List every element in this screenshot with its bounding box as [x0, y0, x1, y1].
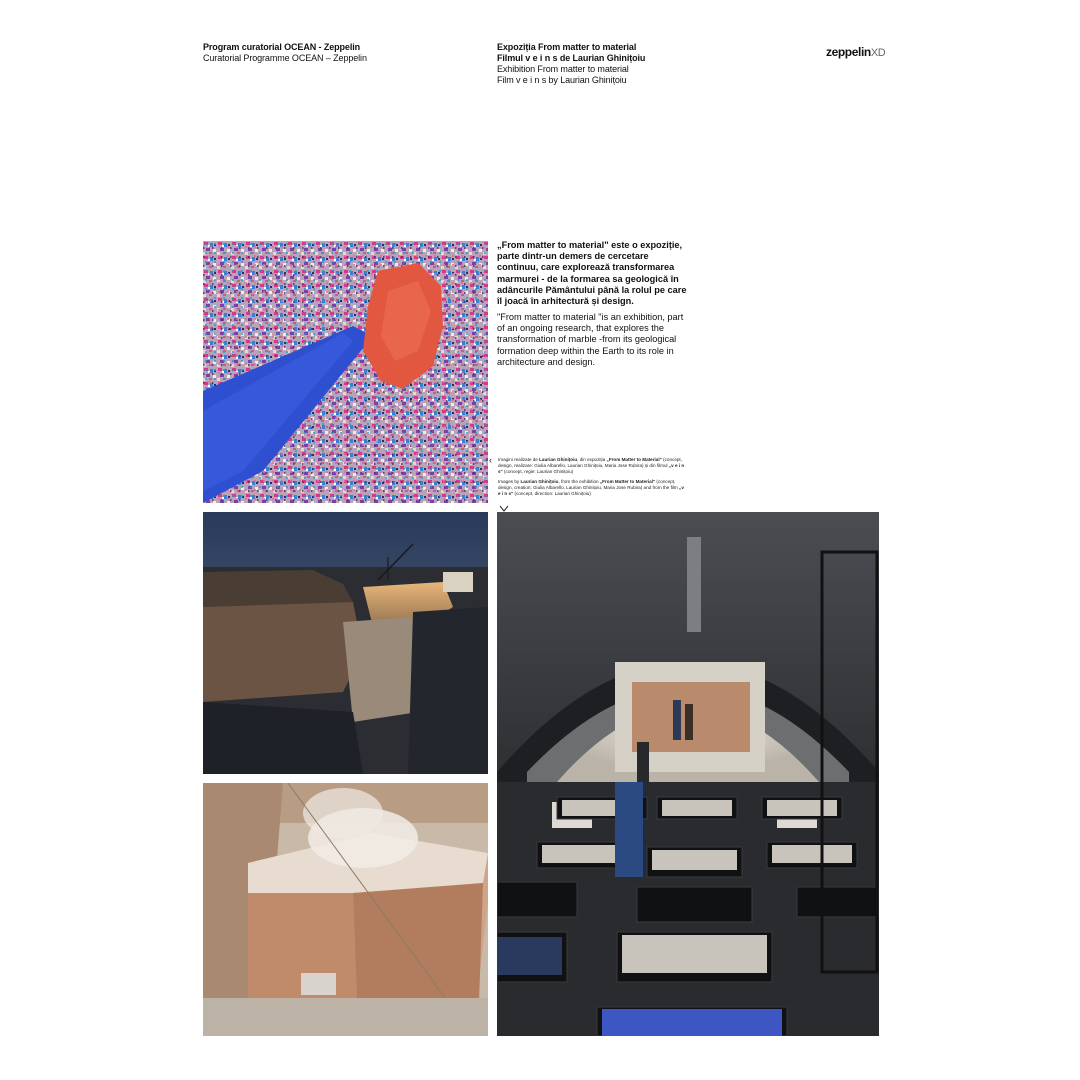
caption-ro-exhibition: „From Matter to Material": [606, 457, 662, 462]
caption-ro-end: (concept, regie: Laurian Ghinițoiu): [502, 469, 574, 474]
exhibition-title-en: Exhibition From matter to material: [497, 64, 629, 74]
header-center: [497, 42, 645, 86]
caption-ro-mid: , din expoziția: [577, 457, 607, 462]
logo-main: zeppelin: [826, 45, 871, 59]
exhibition-title-ro: Expoziția From matter to material: [497, 42, 637, 52]
caption-ro-prefix: Imagini realizate de: [498, 457, 540, 462]
caption-en-film: „v e i n s": [498, 485, 684, 496]
header-left: [203, 42, 367, 64]
caption-en-mid: , from the exhibition: [558, 479, 600, 484]
image-exhibition-hall: [497, 512, 879, 1036]
caption-ro-author: Laurian Ghinițoiu: [539, 457, 578, 462]
program-title-en: Curatorial Programme OCEAN – Zeppelin: [203, 53, 367, 63]
caption-en-exhibition: „From Matter to Material": [599, 479, 656, 484]
caption-en: [498, 479, 686, 497]
film-title-ro: Filmul v e i n s de Laurian Ghinițoiu: [497, 53, 646, 63]
film-title-en: Film v e i n s by Laurian Ghinițoiu: [497, 75, 627, 85]
image-quarry-dusk: [203, 512, 488, 774]
chevron-left-icon: ‹: [489, 455, 492, 465]
caption-en-author: Laurian Ghinițoiu: [520, 479, 559, 484]
caption-ro-rest: (concept, design, realizare: Giulia Albarello, Laurian Ghinițoiu, Maria Jose Rubira) și din filmul: [498, 457, 682, 468]
caption-ro-film: „v e i n s": [498, 463, 685, 474]
zeppelin-logo: [826, 45, 885, 59]
caption-en-rest: (concept, design, creation: Giulia Albarello, Laurian Ghinițoiu, Maria Jose Rubira) and from the film: [498, 479, 680, 490]
intro-text-ro: „From matter to material" este o expoziție, parte dintr-un demers de cercetare continuu, care explorează transformarea marmurei - de la formarea sa geologică în adâncurile Pământului până la rolul pe care îl joacă în arhitectură și design.: [497, 240, 687, 307]
chevron-down-icon: [499, 500, 509, 510]
caption-ro: [498, 457, 686, 475]
intro-text-en: "From matter to material "is an exhibition, part of an ongoing research, that explores the transformation of marble -from its geological formation deep within the Earth to its role in architecture and design.: [497, 312, 684, 367]
image-quarry-cutting: [203, 783, 488, 1036]
logo-suffix: XD: [870, 47, 886, 59]
program-title-ro: Program curatorial OCEAN - Zeppelin: [203, 42, 361, 52]
caption-en-prefix: Images by: [498, 479, 521, 484]
caption-en-end: (concept, direction: Laurian Ghinițoiu): [513, 491, 591, 496]
image-marble-micrograph: [203, 241, 488, 503]
